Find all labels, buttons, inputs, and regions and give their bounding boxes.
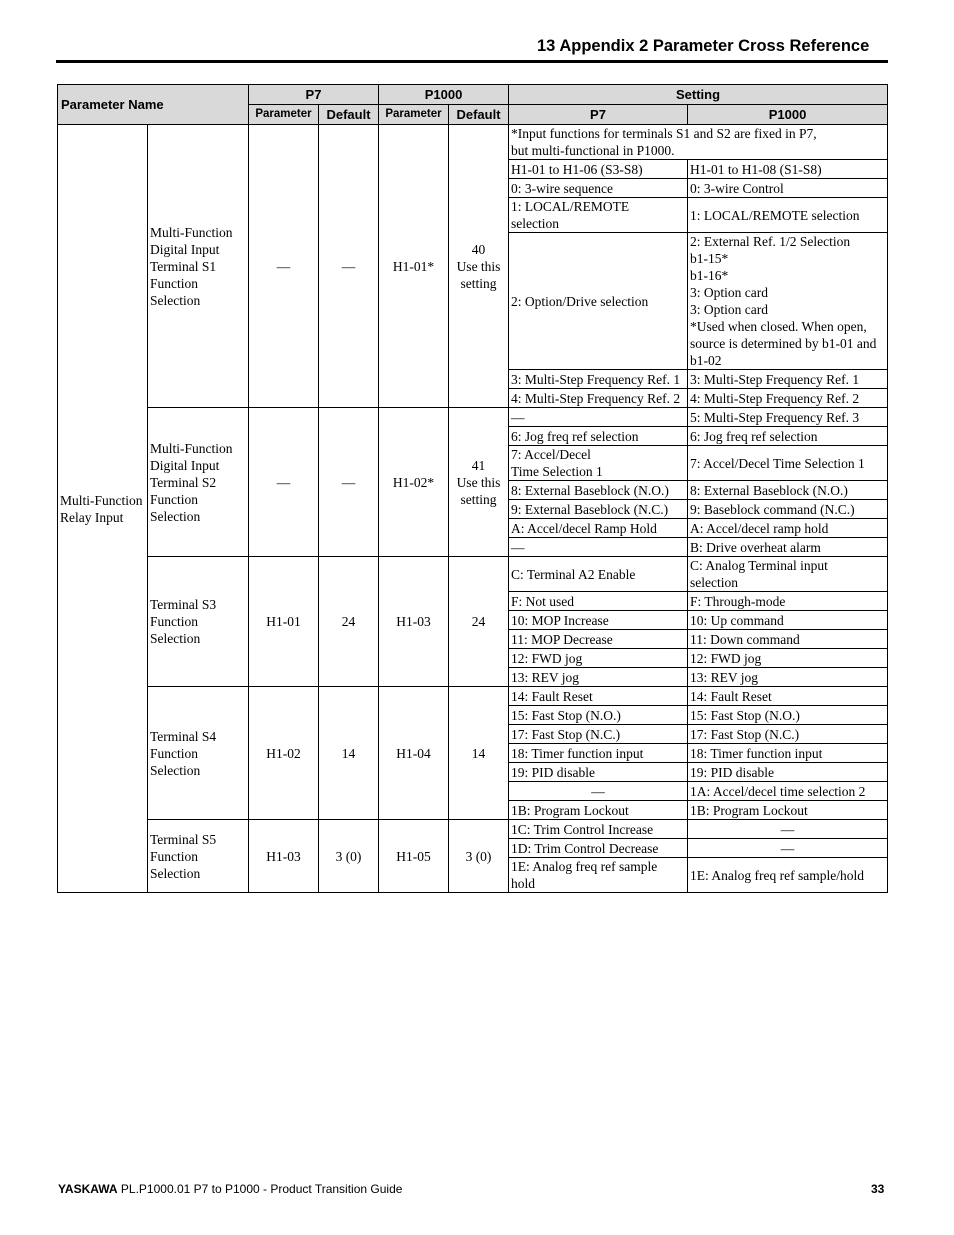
- p1000-parameter-cell: H1-05: [379, 820, 449, 893]
- p7-default-cell: —: [319, 125, 379, 408]
- setting-p7-cell: H1-01 to H1-06 (S3-S8): [509, 160, 688, 179]
- setting-p1000-cell: A: Accel/decel ramp hold: [688, 519, 888, 538]
- setting-p1000-cell: 5: Multi-Step Frequency Ref. 3: [688, 408, 888, 427]
- header-rule: [56, 60, 888, 63]
- table-row: [58, 687, 888, 706]
- setting-p7-cell: —: [509, 408, 688, 427]
- setting-p7-cell: —: [509, 782, 688, 801]
- setting-p1000-cell: 7: Accel/Decel Time Selection 1: [688, 446, 888, 481]
- setting-p7-cell: 1B: Program Lockout: [509, 801, 688, 820]
- setting-p1000-cell: C: Analog Terminal input selection: [688, 557, 888, 592]
- parameter-name-cell: Terminal S4 Function Selection: [148, 687, 249, 820]
- section-title: 13 Appendix 2 Parameter Cross Reference: [537, 37, 870, 55]
- setting-p7-cell: 3: Multi-Step Frequency Ref. 1: [509, 370, 688, 389]
- setting-p7-cell: 13: REV jog: [509, 668, 688, 687]
- setting-p1000-cell: 14: Fault Reset: [688, 687, 888, 706]
- setting-note-cell: *Input functions for terminals S1 and S2 are fixed in P7, but multi-functional in P1000.: [509, 125, 888, 160]
- setting-p7-cell: C: Terminal A2 Enable: [509, 557, 688, 592]
- setting-p1000-cell: 1B: Program Lockout: [688, 801, 888, 820]
- setting-p7-cell: 1E: Analog freq ref sample hold: [509, 858, 688, 893]
- setting-p7-cell: 9: External Baseblock (N.C.): [509, 500, 688, 519]
- setting-p1000-cell: 0: 3-wire Control: [688, 179, 888, 198]
- setting-p1000-cell: 3: Multi-Step Frequency Ref. 1: [688, 370, 888, 389]
- setting-p1000-cell: 17: Fast Stop (N.C.): [688, 725, 888, 744]
- setting-p7-cell: 1C: Trim Control Increase: [509, 820, 688, 839]
- setting-p1000-cell: 1E: Analog freq ref sample/hold: [688, 858, 888, 893]
- setting-p1000-cell: 13: REV jog: [688, 668, 888, 687]
- p7-parameter-cell: H1-03: [249, 820, 319, 893]
- setting-p1000-cell: 19: PID disable: [688, 763, 888, 782]
- parameter-name-cell: Terminal S3 Function Selection: [148, 557, 249, 687]
- header-parameter-name: Parameter Name: [58, 85, 249, 125]
- p7-parameter-cell: H1-02: [249, 687, 319, 820]
- header-p1000: P1000: [379, 85, 509, 105]
- setting-p7-cell: —: [509, 538, 688, 557]
- table-row: [58, 408, 888, 427]
- table-row: [58, 125, 888, 160]
- p7-parameter-cell: —: [249, 408, 319, 557]
- p7-default-cell: 3 (0): [319, 820, 379, 893]
- setting-p7-cell: 8: External Baseblock (N.O.): [509, 481, 688, 500]
- header-p7-parameter: Parameter: [249, 105, 319, 125]
- setting-p1000-cell: F: Through-mode: [688, 592, 888, 611]
- setting-p7-cell: 14: Fault Reset: [509, 687, 688, 706]
- header-p1000-default: Default: [449, 105, 509, 125]
- page-number: 33: [871, 1182, 885, 1196]
- footer-doc-title: PL.P1000.01 P7 to P1000 - Product Transition Guide: [117, 1182, 403, 1196]
- p1000-default-cell: 3 (0): [449, 820, 509, 893]
- setting-p7-cell: 4: Multi-Step Frequency Ref. 2: [509, 389, 688, 408]
- setting-p7-cell: 1D: Trim Control Decrease: [509, 839, 688, 858]
- parameter-name-cell: Multi-Function Digital Input Terminal S1 Function Selection: [148, 125, 249, 408]
- setting-p1000-cell: 18: Timer function input: [688, 744, 888, 763]
- header-setting-p1000: P1000: [688, 105, 888, 125]
- setting-p1000-cell: 1A: Accel/decel time selection 2: [688, 782, 888, 801]
- p1000-default-cell: 14: [449, 687, 509, 820]
- table-body: [58, 125, 888, 893]
- setting-p1000-cell: —: [688, 820, 888, 839]
- parameter-name-cell: Terminal S5 Function Selection: [148, 820, 249, 893]
- setting-p1000-cell: —: [688, 839, 888, 858]
- setting-p7-cell: 10: MOP Increase: [509, 611, 688, 630]
- setting-p1000-cell: 8: External Baseblock (N.O.): [688, 481, 888, 500]
- setting-p1000-cell: 11: Down command: [688, 630, 888, 649]
- setting-p7-cell: 6: Jog freq ref selection: [509, 427, 688, 446]
- setting-p7-cell: 1: LOCAL/REMOTE selection: [509, 198, 688, 233]
- setting-p1000-cell: 10: Up command: [688, 611, 888, 630]
- setting-p7-cell: 17: Fast Stop (N.C.): [509, 725, 688, 744]
- header-setting-p7: P7: [509, 105, 688, 125]
- setting-p7-cell: 0: 3-wire sequence: [509, 179, 688, 198]
- p1000-default-cell: 40 Use this setting: [449, 125, 509, 408]
- footer: [58, 1182, 402, 1196]
- setting-p1000-cell: 12: FWD jog: [688, 649, 888, 668]
- setting-p7-cell: 18: Timer function input: [509, 744, 688, 763]
- table-row: [58, 557, 888, 592]
- p1000-parameter-cell: H1-03: [379, 557, 449, 687]
- setting-p1000-cell: B: Drive overheat alarm: [688, 538, 888, 557]
- parameter-cross-reference-table: [57, 84, 888, 893]
- setting-p7-cell: 15: Fast Stop (N.O.): [509, 706, 688, 725]
- p7-parameter-cell: —: [249, 125, 319, 408]
- p1000-parameter-cell: H1-02*: [379, 408, 449, 557]
- setting-p7-cell: 12: FWD jog: [509, 649, 688, 668]
- p1000-default-cell: 41 Use this setting: [449, 408, 509, 557]
- table-row: [58, 820, 888, 839]
- p7-default-cell: 14: [319, 687, 379, 820]
- setting-p1000-cell: 9: Baseblock command (N.C.): [688, 500, 888, 519]
- p7-parameter-cell: H1-01: [249, 557, 319, 687]
- header-p7-default: Default: [319, 105, 379, 125]
- setting-p7-cell: F: Not used: [509, 592, 688, 611]
- group-name-cell: Multi-Function Relay Input: [58, 125, 148, 893]
- setting-p1000-cell: 4: Multi-Step Frequency Ref. 2: [688, 389, 888, 408]
- p1000-parameter-cell: H1-04: [379, 687, 449, 820]
- setting-p1000-cell: 2: External Ref. 1/2 Selection b1-15* b1-16* 3: Option card 3: Option card *Used when closed. When open, source is determined by b1-01 and b1-02: [688, 233, 888, 370]
- setting-p1000-cell: H1-01 to H1-08 (S1-S8): [688, 160, 888, 179]
- footer-brand: YASKAWA: [58, 1182, 118, 1196]
- header-p7: P7: [249, 85, 379, 105]
- parameter-name-cell: Multi-Function Digital Input Terminal S2 Function Selection: [148, 408, 249, 557]
- setting-p1000-cell: 6: Jog freq ref selection: [688, 427, 888, 446]
- setting-p7-cell: 11: MOP Decrease: [509, 630, 688, 649]
- setting-p1000-cell: 15: Fast Stop (N.O.): [688, 706, 888, 725]
- p7-default-cell: 24: [319, 557, 379, 687]
- header-setting: Setting: [509, 85, 888, 105]
- p1000-parameter-cell: H1-01*: [379, 125, 449, 408]
- setting-p7-cell: 19: PID disable: [509, 763, 688, 782]
- setting-p7-cell: 2: Option/Drive selection: [509, 233, 688, 370]
- header-p1000-parameter: Parameter: [379, 105, 449, 125]
- p1000-default-cell: 24: [449, 557, 509, 687]
- setting-p1000-cell: 1: LOCAL/REMOTE selection: [688, 198, 888, 233]
- p7-default-cell: —: [319, 408, 379, 557]
- setting-p7-cell: A: Accel/decel Ramp Hold: [509, 519, 688, 538]
- setting-p7-cell: 7: Accel/Decel Time Selection 1: [509, 446, 688, 481]
